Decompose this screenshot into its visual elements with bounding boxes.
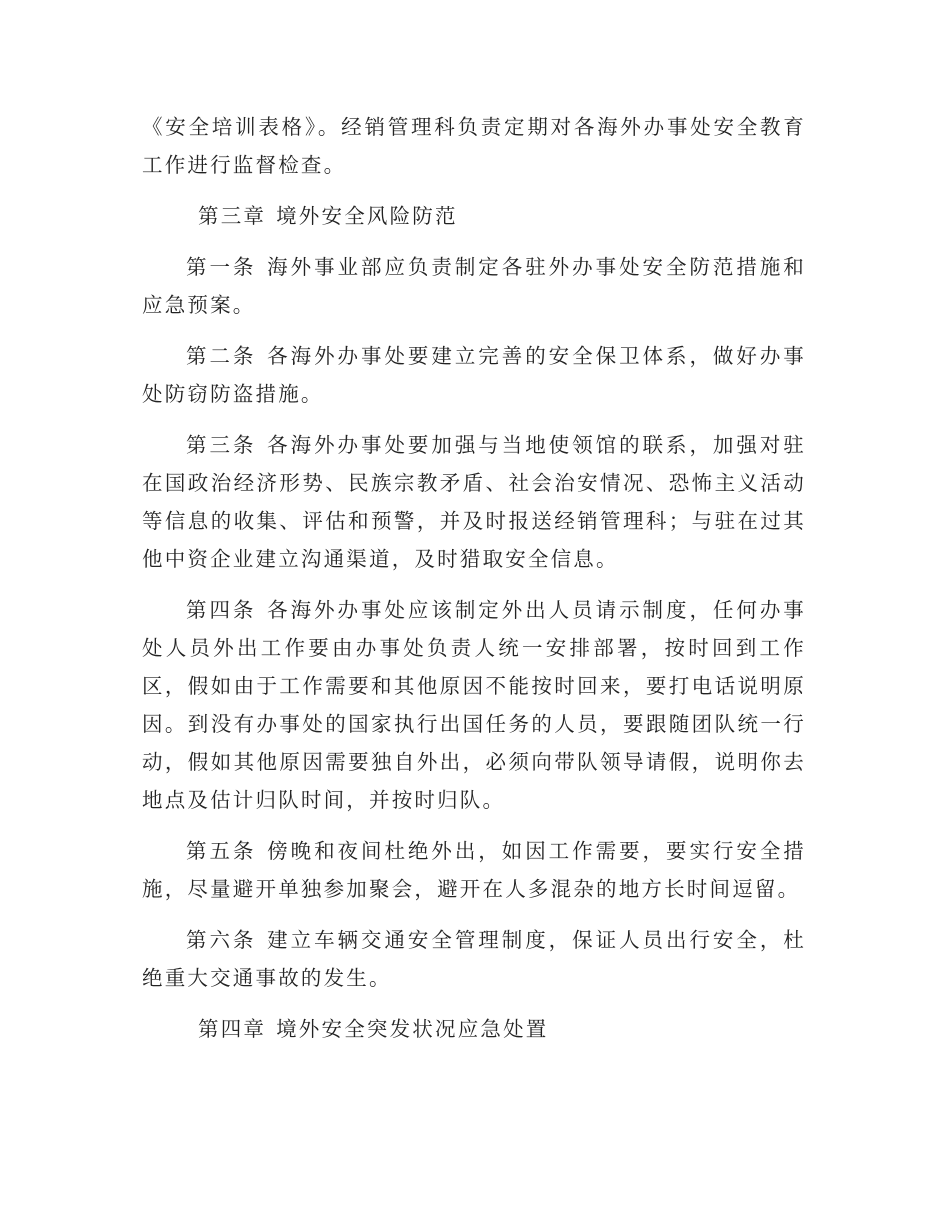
article-6 (142, 921, 806, 997)
paragraph-text: 《安全培训表格》。经销管理科负责定期对各海外办事处安全教育工作进行监督检查。 (142, 115, 806, 177)
article-label: 第二条 (186, 344, 257, 368)
document-body (142, 108, 806, 1061)
article-text: 建立车辆交通安全管理制度，保证人员出行安全，杜绝重大交通事故的发生。 (142, 928, 806, 990)
article-label: 第三条 (186, 433, 257, 457)
article-5 (142, 832, 806, 908)
chapter-label: 第四章 (198, 1017, 267, 1041)
article-1 (142, 248, 806, 324)
article-text: 各海外办事处要加强与当地使领馆的联系，加强对驻在国政治经济形势、民族宗教矛盾、社会治安情况、恐怖主义活动等信息的收集、评估和预警，并及时报送经销管理科；与驻在过其他中资企业建立沟通渠道，及时猎取安全信息。 (142, 433, 806, 571)
chapter-title: 境外安全风险防范 (276, 204, 458, 228)
article-label: 第六条 (186, 928, 257, 952)
article-text: 傍晚和夜间杜绝外出，如因工作需要，要实行安全措施，尽量避开单独参加聚会，避开在人多混杂的地方长时间逗留。 (142, 839, 806, 901)
article-3 (142, 426, 806, 578)
article-label: 第五条 (186, 839, 257, 863)
article-label: 第四条 (186, 598, 257, 622)
article-2 (142, 337, 806, 413)
article-4 (142, 591, 806, 819)
chapter-heading-3 (142, 197, 806, 235)
article-text: 各海外办事处要建立完善的安全保卫体系，做好办事处防窃防盗措施。 (142, 344, 806, 406)
article-label: 第一条 (186, 255, 257, 279)
article-text: 各海外办事处应该制定外出人员请示制度，任何办事处人员外出工作要由办事处负责人统一安排部署，按时回到工作区，假如由于工作需要和其他原因不能按时回来，要打电话说明原因。到没有办事处的国家执行出国任务的人员，要跟随团队统一行动，假如其他原因需要独自外出，必须向带队领导请假，说明你去地点及估计归队时间，并按时归队。 (142, 598, 806, 812)
chapter-title: 境外安全突发状况应急处置 (276, 1017, 549, 1041)
article-text: 海外事业部应负责制定各驻外办事处安全防范措施和应急预案。 (142, 255, 806, 317)
chapter-heading-4 (142, 1010, 806, 1048)
chapter-label: 第三章 (198, 204, 267, 228)
paragraph-continuation (142, 108, 806, 184)
